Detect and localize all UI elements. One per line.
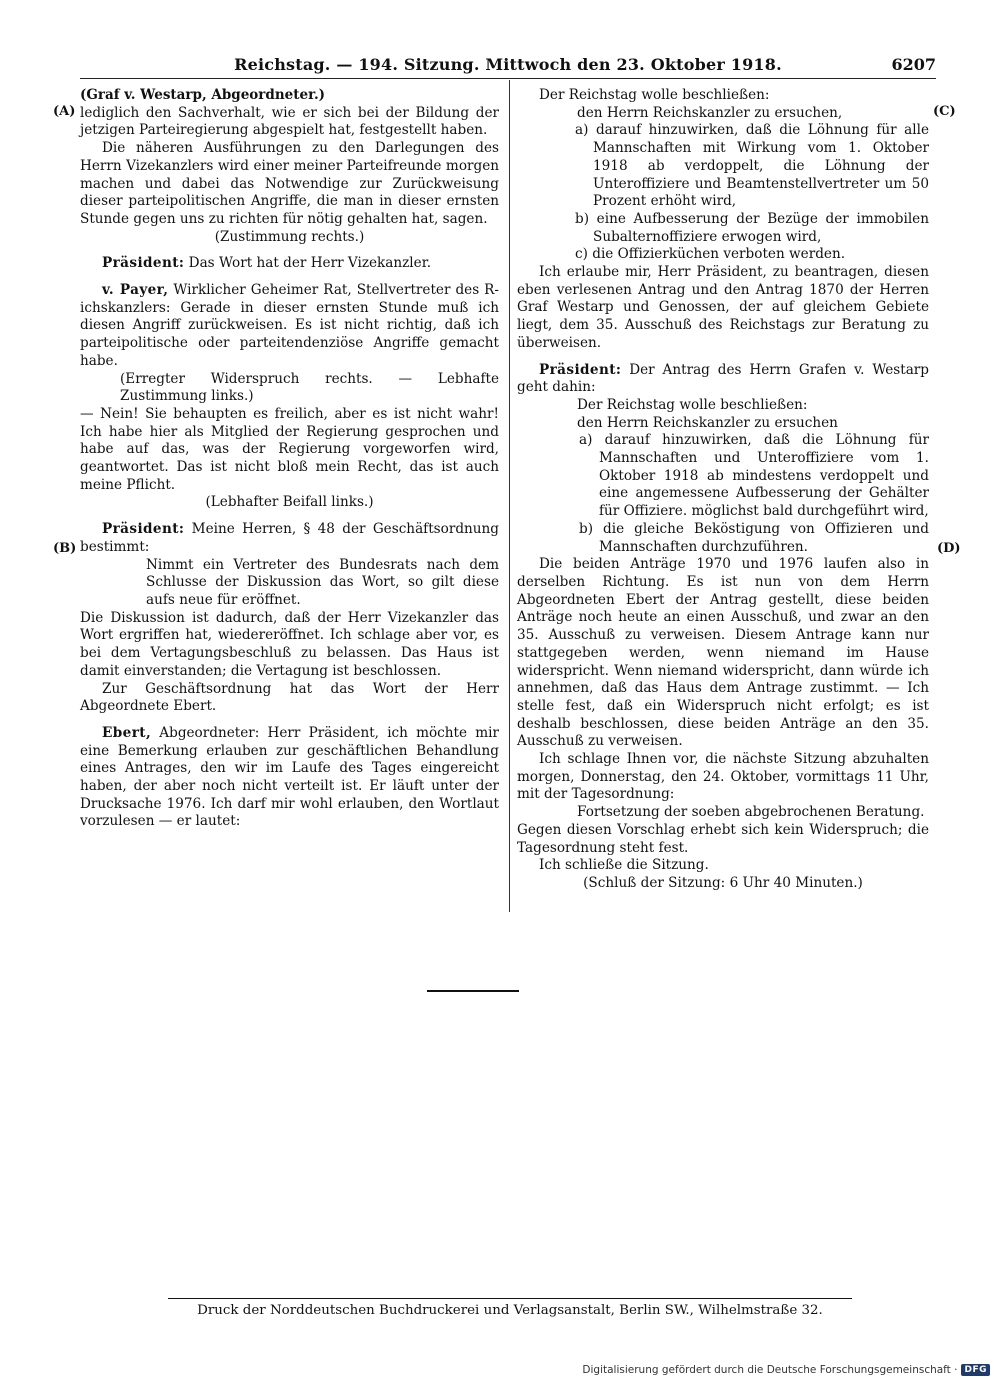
- printer-imprint: Druck der Norddeutschen Buchdruckerei und Verlagsanstalt, Berlin SW., Wilhelmstraße 32.: [197, 1303, 823, 1318]
- speaker-name: v. Payer,: [102, 282, 169, 299]
- speaker-continuation-tag: (Graf v. Westarp, Abgeordneter.): [80, 87, 326, 103]
- running-title: Reichstag. — 194. Sitzung. Mittwoch den 23. Oktober 1918.: [234, 55, 782, 74]
- quoted-rule: Nimmt ein Vertreter des Bundesrats nach dem Schlusse der Diskussion das Wort, so gilt diese aufs neue für eröffnet.: [146, 556, 499, 608]
- reaction: (Erregter Widerspruch rechts. — Lebhafte Zustimmung links.): [120, 370, 499, 405]
- quoted-motion: den Herrn Reichskanzler zu ersuchen: [577, 414, 838, 431]
- paragraph: Präsident: Meine Herren, § 48 der Geschäftsordnung bestimmt:: [80, 521, 499, 555]
- right-column: [517, 87, 929, 893]
- paragraph: Die Diskussion ist dadurch, daß der Herr Vizekanzler das Wort ergriffen hat, wiedereröffnet. Ich schlage aber vor, es bei dem Vertagungsbeschluß zu belassen. Das Haus ist damit einverstanden; die Vertagung ist beschlossen.: [80, 609, 499, 679]
- page-number: 6207: [891, 55, 936, 74]
- paragraph: Ebert, Abgeordneter: Herr Präsident, ich möchte mir eine Bemerkung erlauben zur geschäftlichen Behandlung eines Antrages, den wir im Laufe des Tages eingereicht haben, der aber noch nicht verteilt ist. Er läuft unter der Drucksache 1976. Ich darf mir wohl erlauben, den Wortlaut vorzulesen — er lautet:: [80, 724, 499, 830]
- agenda-item: Fortsetzung der soeben abgebrochenen Beratung.: [577, 804, 925, 821]
- motion-item: a) darauf hinzuwirken, daß die Löhnung für alle Mannschaften mit Wirkung vom 1. Oktober 1918 ab verdoppelt, die Löhnung der Unteroffiziere und Beamtenstellvertreter um 50 Prozent erhöht wird,: [575, 122, 929, 210]
- paragraph: Die näheren Ausführungen zu den Darlegungen des Herrn Vizekanzlers wird einer meiner Parteifreunde morgen machen und dabei das Notwendige zur Zurückweisung dieser parteipolitischen Angriffe, die man in dieser ernsten Stunde gegen uns zu richten für nötig gehalten hat, sagen.: [80, 140, 499, 227]
- motion-item: c) die Offizierküchen verboten werden.: [575, 246, 846, 263]
- paragraph: Die beiden Anträge 1970 und 1976 laufen also in derselben Richtung. Es ist nun von dem Herrn Abgeordneten Ebert der Antrag gestellt, diese beiden Anträge noch heute an einen Ausschuß, und zwar an den 35. Ausschuß zu verweisen. Diesem Antrage kann nur stattgegeben werden, wenn niemand im Hause widerspricht. Wenn niemand widerspricht, dann würde ich annehmen, daß das Haus dem Antrage zustimmt. — Ich stelle fest, daß ein Widerspruch nicht erfolgt; es ist deshalb beschlossen, diese beiden Anträge an den 35. Ausschuß zu verweisen.: [517, 556, 929, 750]
- speaker-name: Ebert,: [102, 724, 152, 741]
- paragraph: Ich schließe die Sitzung.: [539, 857, 709, 874]
- dfg-logo: DFG: [961, 1364, 990, 1376]
- margin-mark-d: (D): [937, 541, 961, 556]
- reaction: (Lebhafter Beifall links.): [205, 494, 374, 511]
- margin-mark-c: (C): [933, 104, 956, 119]
- quoted-motion: den Herrn Reichskanzler zu ersuchen,: [577, 104, 843, 121]
- speaker-name: Präsident:: [102, 255, 185, 272]
- paragraph: Ich erlaube mir, Herr Präsident, zu beantragen, diesen eben verlesenen Antrag und den Antrag 1870 der Herren Graf Westarp und Genossen, der auf gleichem Gebiete liegt, dem 35. Ausschuß des Reichstags zur Beratung zu überweisen.: [517, 264, 929, 351]
- motion-item: b) eine Aufbesserung der Bezüge der immobilen Subalternoffiziere erwogen wird,: [575, 210, 929, 245]
- paragraph: Präsident: Das Wort hat der Herr Vizekanzler.: [102, 255, 432, 272]
- quoted-motion: Der Reichstag wolle beschließen:: [539, 87, 770, 103]
- paragraph: Zur Geschäftsordnung hat das Wort der Herr Abgeordnete Ebert.: [80, 680, 499, 715]
- column-divider: [509, 80, 510, 912]
- paragraph: — Nein! Sie behaupten es freilich, aber es ist nicht wahr! Ich habe hier als Mitglied der Regierung gesprochen und habe auf das, was der Regierung vorgeworfen wird, geantwortet. Das ist nicht bloß mein Recht, das ist auch meine Pflicht.: [80, 405, 499, 493]
- left-column: [80, 87, 499, 831]
- reaction: (Zustimmung rechts.): [214, 228, 365, 245]
- header-rule: [80, 78, 936, 79]
- digitization-text: Digitalisierung gefördert durch die Deutsche Forschungsgemeinschaft ·: [582, 1364, 958, 1376]
- motion-item: a) darauf hinzuwirken, daß die Löhnung für Mannschaften und Unteroffiziere vom 1. Oktober 1918 ab mindestens verdoppelt und eine angemessene Aufbesserung der Gehälter für Offiziere. möglichst bald durchgeführt wird,: [579, 432, 929, 520]
- speaker-name: Präsident:: [539, 361, 622, 378]
- footer-rule: [168, 1298, 852, 1299]
- margin-mark-b: (B): [53, 541, 77, 556]
- digitization-note: [582, 1364, 990, 1376]
- paragraph: lediglich den Sachverhalt, wie er sich bei der Bildung der jetzigen Parteiregierung abgespielt hat, festgestellt haben.: [80, 104, 499, 139]
- end-rule: [427, 990, 519, 992]
- paragraph: v. Payer, Wirklicher Geheimer Rat, Stellvertreter des R-ichskanzlers: Gerade in dieser ernsten Stunde muß ich diesen Angriff zurückweisen. Es ist nicht richtig, daß ich parteipolitische oder parteitendenziöse Angriffe gemacht habe.: [80, 282, 499, 369]
- paragraph: Ich schlage Ihnen vor, die nächste Sitzung abzuhalten morgen, Donnerstag, den 24. Oktober, vormittags 11 Uhr, mit der Tagesordnung:: [517, 751, 929, 803]
- session-close: (Schluß der Sitzung: 6 Uhr 40 Minuten.): [583, 874, 863, 891]
- paragraph: Gegen diesen Vorschlag erhebt sich kein Widerspruch; die Tagesordnung steht fest.: [517, 821, 929, 856]
- speaker-name: Präsident:: [102, 521, 185, 538]
- margin-mark-a: (A): [53, 104, 76, 119]
- page-header: [80, 55, 936, 77]
- quoted-motion: Der Reichstag wolle beschließen:: [577, 396, 808, 413]
- paragraph: Präsident: Der Antrag des Herrn Grafen v. Westarp geht dahin:: [517, 361, 929, 396]
- motion-item: b) die gleiche Beköstigung von Offizieren und Mannschaften durchzuführen.: [579, 520, 929, 555]
